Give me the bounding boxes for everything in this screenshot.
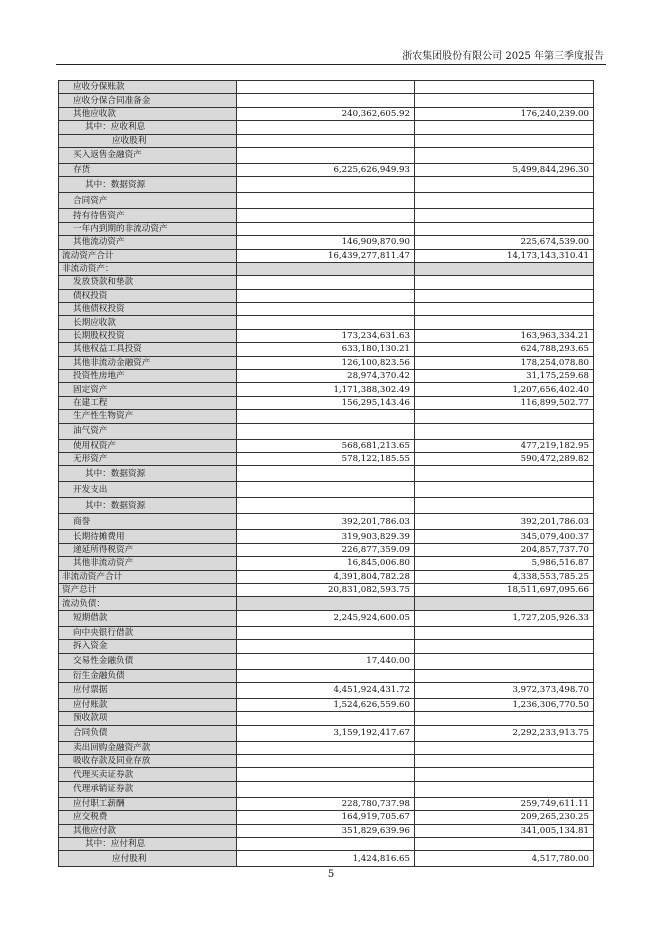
current-value (237, 768, 415, 781)
prior-value (415, 626, 594, 639)
row-label: 生产性生物资产 (59, 410, 237, 423)
current-value: 319,903,829.39 (237, 530, 415, 543)
row-label: 代理买卖证券款 (59, 768, 237, 781)
prior-value: 178,254,078.80 (415, 356, 594, 369)
table-row (59, 303, 594, 316)
row-label: 无形资产 (59, 452, 237, 465)
row-label: 交易性金融负债 (59, 653, 237, 669)
row-label: 长期股权投资 (59, 329, 237, 342)
current-value (237, 498, 415, 514)
current-value: 6,225,626,949.93 (237, 163, 415, 176)
prior-value (415, 838, 594, 851)
current-value (237, 147, 415, 163)
current-value: 240,362,605.92 (237, 107, 415, 120)
prior-value (415, 94, 594, 107)
current-value: 1,424,816.65 (237, 851, 415, 867)
prior-value (415, 781, 594, 797)
current-value: 164,919,705.67 (237, 811, 415, 824)
row-label: 应付账款 (59, 698, 237, 711)
row-label: 流动负债： (59, 597, 237, 610)
prior-value (415, 741, 594, 754)
row-label: 其他债权投资 (59, 303, 237, 316)
table-row (59, 514, 594, 530)
balance-sheet-table (58, 80, 594, 867)
prior-value (415, 81, 594, 94)
prior-value: 4,517,780.00 (415, 851, 594, 867)
current-value (237, 781, 415, 797)
prior-value (415, 121, 594, 134)
table-row (59, 383, 594, 396)
prior-value (415, 712, 594, 725)
table-row (59, 81, 594, 94)
row-label: 长期待摊费用 (59, 530, 237, 543)
table-row (59, 557, 594, 570)
current-value (237, 134, 415, 147)
row-label: 其中：数据资源 (59, 177, 237, 193)
row-label: 递延所得税资产 (59, 543, 237, 556)
table-row (59, 222, 594, 235)
current-value (237, 741, 415, 754)
prior-value: 5,499,844,296.30 (415, 163, 594, 176)
row-label: 固定资产 (59, 383, 237, 396)
row-label: 应付职工薪酬 (59, 797, 237, 810)
prior-value (415, 193, 594, 209)
table-row (59, 755, 594, 768)
current-value (237, 712, 415, 725)
current-value: 4,391,804,782.28 (237, 570, 415, 583)
prior-value: 1,236,306,770.50 (415, 698, 594, 711)
table-row (59, 498, 594, 514)
table-row (59, 851, 594, 867)
row-label: 短期借款 (59, 610, 237, 626)
current-value: 126,100,823.56 (237, 356, 415, 369)
row-label: 投资性房地产 (59, 370, 237, 383)
prior-value: 259,749,611.11 (415, 797, 594, 810)
row-label: 其他非流动金融资产 (59, 356, 237, 369)
current-value (237, 423, 415, 439)
prior-value (415, 410, 594, 423)
table-row (59, 712, 594, 725)
prior-value (415, 316, 594, 329)
prior-value (415, 482, 594, 498)
row-label: 其中：应收利息 (59, 121, 237, 134)
prior-value (415, 597, 594, 610)
row-label: 非流动资产： (59, 262, 237, 275)
table-row (59, 410, 594, 423)
prior-value: 590,472,289.82 (415, 452, 594, 465)
section-header-row (59, 597, 594, 610)
table-row (59, 289, 594, 302)
prior-value (415, 222, 594, 235)
current-value (237, 177, 415, 193)
prior-value (415, 289, 594, 302)
prior-value (415, 209, 594, 222)
table-row (59, 640, 594, 653)
table-row (59, 439, 594, 452)
table-row (59, 669, 594, 682)
row-label: 其他非流动资产 (59, 557, 237, 570)
table-row (59, 653, 594, 669)
table-row (59, 824, 594, 837)
prior-value: 163,963,334.21 (415, 329, 594, 342)
header-rule (56, 64, 606, 65)
current-value: 3,159,192,417.67 (237, 725, 415, 741)
table-row (59, 356, 594, 369)
row-label: 一年内到期的非流动资产 (59, 222, 237, 235)
table-row (59, 452, 594, 465)
row-label: 吸收存款及同业存放 (59, 755, 237, 768)
current-value: 568,681,213.65 (237, 439, 415, 452)
prior-value: 624,788,293.65 (415, 343, 594, 356)
table-row (59, 768, 594, 781)
row-label: 开发支出 (59, 482, 237, 498)
row-label: 流动资产合计 (59, 249, 237, 262)
row-label: 资产总计 (59, 583, 237, 596)
prior-value: 4,338,553,785.25 (415, 570, 594, 583)
table-row (59, 698, 594, 711)
row-label: 商誉 (59, 514, 237, 530)
current-value (237, 482, 415, 498)
row-label: 应付股利 (59, 851, 237, 867)
table-row (59, 781, 594, 797)
table-row (59, 163, 594, 176)
row-label: 其中：数据资源 (59, 466, 237, 482)
current-value (237, 222, 415, 235)
current-value (237, 209, 415, 222)
current-value (237, 81, 415, 94)
current-value (237, 669, 415, 682)
prior-value: 345,079,400.37 (415, 530, 594, 543)
row-label: 卖出回购金融资产款 (59, 741, 237, 754)
current-value: 2,245,924,600.05 (237, 610, 415, 626)
prior-value (415, 755, 594, 768)
row-label: 在建工程 (59, 396, 237, 409)
current-value: 228,780,737.98 (237, 797, 415, 810)
table-row (59, 626, 594, 639)
row-label: 应收股利 (59, 134, 237, 147)
table-row (59, 276, 594, 289)
table-row (59, 107, 594, 120)
current-value (237, 640, 415, 653)
current-value (237, 94, 415, 107)
prior-value (415, 653, 594, 669)
prior-value (415, 262, 594, 275)
prior-value: 1,727,205,926.33 (415, 610, 594, 626)
current-value (237, 410, 415, 423)
table-row (59, 682, 594, 698)
table-row (59, 482, 594, 498)
table-row (59, 741, 594, 754)
current-value (237, 597, 415, 610)
row-label: 债权投资 (59, 289, 237, 302)
current-value: 4,451,924,431.72 (237, 682, 415, 698)
prior-value (415, 303, 594, 316)
prior-value: 2,292,233,913.75 (415, 725, 594, 741)
table-row (59, 570, 594, 583)
current-value (237, 838, 415, 851)
table-row (59, 370, 594, 383)
prior-value (415, 177, 594, 193)
table-row (59, 134, 594, 147)
table-row (59, 209, 594, 222)
page-number: 5 (327, 869, 335, 880)
prior-value (415, 768, 594, 781)
prior-value: 341,005,134.81 (415, 824, 594, 837)
table-row (59, 236, 594, 249)
prior-value: 5,986,516.87 (415, 557, 594, 570)
table-row (59, 316, 594, 329)
row-label: 应付票据 (59, 682, 237, 698)
current-value: 146,909,870.90 (237, 236, 415, 249)
prior-value (415, 276, 594, 289)
row-label: 其他流动资产 (59, 236, 237, 249)
table-row (59, 811, 594, 824)
table-row (59, 396, 594, 409)
table-row (59, 343, 594, 356)
prior-value: 31,175,259.68 (415, 370, 594, 383)
row-label: 存货 (59, 163, 237, 176)
current-value (237, 626, 415, 639)
row-label: 其中：应付利息 (59, 838, 237, 851)
row-label: 应交税费 (59, 811, 237, 824)
current-value: 633,180,130.21 (237, 343, 415, 356)
current-value: 392,201,786.03 (237, 514, 415, 530)
current-value: 156,295,143.46 (237, 396, 415, 409)
current-value: 16,845,006.80 (237, 557, 415, 570)
table-row (59, 838, 594, 851)
table-row (59, 530, 594, 543)
row-label: 其他应收款 (59, 107, 237, 120)
section-header-row (59, 262, 594, 275)
prior-value: 3,972,373,498.70 (415, 682, 594, 698)
page-header-title: 浙农集团股份有限公司 2025 年第三季度报告 (402, 51, 604, 62)
current-value (237, 466, 415, 482)
current-value: 578,122,185.55 (237, 452, 415, 465)
current-value (237, 193, 415, 209)
prior-value: 225,674,539.00 (415, 236, 594, 249)
current-value: 1,524,626,559.60 (237, 698, 415, 711)
table-row (59, 249, 594, 262)
current-value (237, 303, 415, 316)
row-label: 非流动资产合计 (59, 570, 237, 583)
row-label: 其中：数据资源 (59, 498, 237, 514)
current-value (237, 755, 415, 768)
prior-value: 209,265,230.25 (415, 811, 594, 824)
table-row (59, 177, 594, 193)
row-label: 使用权资产 (59, 439, 237, 452)
table-row (59, 466, 594, 482)
row-label: 向中央银行借款 (59, 626, 237, 639)
prior-value: 204,857,737.70 (415, 543, 594, 556)
current-value (237, 121, 415, 134)
prior-value (415, 147, 594, 163)
row-label: 合同资产 (59, 193, 237, 209)
table-row (59, 193, 594, 209)
prior-value: 14,173,143,310.41 (415, 249, 594, 262)
current-value: 17,440.00 (237, 653, 415, 669)
prior-value (415, 498, 594, 514)
current-value: 16,439,277,811.47 (237, 249, 415, 262)
table-row (59, 94, 594, 107)
table-row (59, 610, 594, 626)
row-label: 买入返售金融资产 (59, 147, 237, 163)
table-row (59, 423, 594, 439)
row-label: 应收分保合同准备金 (59, 94, 237, 107)
prior-value: 1,207,656,402.40 (415, 383, 594, 396)
prior-value (415, 669, 594, 682)
prior-value (415, 640, 594, 653)
current-value: 1,171,388,302.49 (237, 383, 415, 396)
current-value: 351,829,639.96 (237, 824, 415, 837)
table-row (59, 121, 594, 134)
row-label: 预收款项 (59, 712, 237, 725)
current-value (237, 289, 415, 302)
prior-value: 18,511,697,095.66 (415, 583, 594, 596)
table-row (59, 797, 594, 810)
row-label: 代理承销证券款 (59, 781, 237, 797)
row-label: 发放贷款和垫款 (59, 276, 237, 289)
row-label: 持有待售资产 (59, 209, 237, 222)
row-label: 油气资产 (59, 423, 237, 439)
current-value (237, 276, 415, 289)
prior-value (415, 134, 594, 147)
current-value: 20,831,082,593.75 (237, 583, 415, 596)
prior-value: 477,219,182.95 (415, 439, 594, 452)
row-label: 拆入资金 (59, 640, 237, 653)
current-value: 173,234,631.63 (237, 329, 415, 342)
row-label: 长期应收款 (59, 316, 237, 329)
table-row (59, 583, 594, 596)
row-label: 合同负债 (59, 725, 237, 741)
table-row (59, 329, 594, 342)
current-value: 28,974,370.42 (237, 370, 415, 383)
table-row (59, 543, 594, 556)
prior-value (415, 466, 594, 482)
current-value: 226,877,359.09 (237, 543, 415, 556)
row-label: 衍生金融负债 (59, 669, 237, 682)
prior-value: 116,899,502.77 (415, 396, 594, 409)
current-value (237, 316, 415, 329)
prior-value: 176,240,239.00 (415, 107, 594, 120)
table-row (59, 725, 594, 741)
row-label: 其他应付款 (59, 824, 237, 837)
table-row (59, 147, 594, 163)
row-label: 其他权益工具投资 (59, 343, 237, 356)
current-value (237, 262, 415, 275)
prior-value (415, 423, 594, 439)
prior-value: 392,201,786.03 (415, 514, 594, 530)
row-label: 应收分保账款 (59, 81, 237, 94)
